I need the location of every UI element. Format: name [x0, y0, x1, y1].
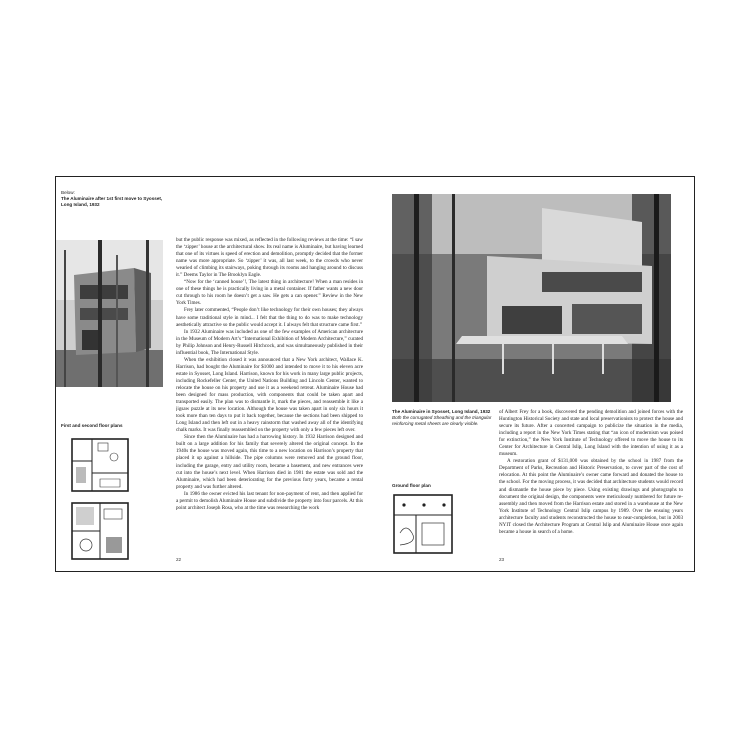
page-number-left: 22 — [176, 557, 182, 562]
house-photo-syosset — [56, 240, 163, 387]
left-body-text — [176, 237, 363, 555]
left-paragraph-1: but the public response was mixed, as reflected in the following reviews at the time: “I saw the ‘zipper’ house at the architectural show. Its real name is Aluminaire, but having learned that one of its virtues is speed of erection and demolition, promptly decided that the former name was more appropriate. So ‘zipper’ it was, all last week, to the crowds who never wearied of climbing its stairways, poking through its rooms and hanging around to discuss it.” Deems Taylor in The Brooklyn Eagle. — [176, 237, 363, 279]
book-spread — [55, 176, 695, 572]
ground-plan-label: Ground floor plan — [392, 483, 431, 488]
house-photo-woods — [392, 194, 671, 402]
caption-right-text: Both the corrugated Sheathing and the triangular reinforcing metal sheets are clearly visible. — [392, 415, 492, 426]
ground-floor-plan — [392, 493, 456, 557]
left-paragraph-6: Since then the Aluminaire has had a harrowing history. In 1932 Harrison designed and built on a large addition for his family that severely altered the original concept. In the 1940s the house was moved again, this time to a new location on Harrison’s property that placed it up against a hillside. The pipe columns were removed and the ground floor, including the garage, entry and utility room, became a basement, and new entrances were cut into the house’s next level. When Harrison died in 1981 the estate was sold and the Aluminaire, which had been deteriorating for the previous forty years, became a rental property and was further altered. — [176, 434, 363, 490]
left-page — [56, 177, 376, 571]
caption-title: The Aluminaire after 1st first move to Syosset, Long Island, 1932 — [61, 196, 163, 207]
photo-caption-top — [61, 190, 171, 208]
caption-below-label: Below: — [61, 190, 75, 195]
left-paragraph-5: When the exhibition closed it was announced that a New York architect, Wallace K. Harrison, had bought the Aluminaire for $1000 and intended to move it to his eleven acre estate in Syosset, Long Island. Harrison, known for his work in many large public projects, including Rockefeller Center, the United Nations Building and Lincoln Center, wanted to relocate the house on his property and use it as a weekend retreat. Aluminaire House had been designed for mass production, with components that could be taken apart and transported easily. The plan was to dismantle it, mark the pieces, and reassemble it like a jigsaw puzzle at its new location. Although the house was taken apart in only six hours it took more than ten days to put it back together, because the sections had been shipped to Long Island and then left out in a heavy rainstorm that washed away all of the identifying chalk marks. It was finally reassembled on the property with only a few pieces left over. — [176, 356, 363, 434]
second-floor-plan — [70, 501, 132, 563]
right-page — [376, 177, 695, 571]
left-paragraph-4: In 1932 Aluminaire was included as one of the few examples of American architecture in the Museum of Modern Art’s “International Exhibition of Modern Architecture,” curated by Philip Johnson and Henry-Russell Hitchcock, and was simultaneously published in their influential book, The International Style. — [176, 328, 363, 356]
left-paragraph-7: In 1986 the owner evicted his last tenant for non-payment of rent, and then applied for a permit to demolish Aluminaire House and subdivide the property into four parcels. At this point architect Joseph Rosa, who at the time was researching the work — [176, 490, 363, 511]
right-paragraph-2: A restoration grant of $131,000 was obtained by the school in 1987 from the Department of Parks, Recreation and Historic Preservation, to cover part of the cost of relocation. At this point the Aluminaire’s owner came forward and donated the house to the school. For the moving process, it was decided that architecture students would record and dismantle the house piece by piece. Using existing drawings and photographs to document the original design, the components were meticulously numbered for future re-assembly and then moved from the Harrison estate and stored in a warehouse at the New York Institute of Technology Central Islip campus by 1989. Over the ensuing years architecture faculty and students reconstructed the house to near-completion, but in 2003 NYIT closed the Architecture Program at Central Islip and Aluminaire House once again became a house in search of a home. — [499, 458, 683, 535]
first-floor-plan — [70, 433, 132, 495]
left-paragraph-2: “Now for the ‘canned house’!, The latest thing in architecture! When a man resides in one of these things he is practically living in a metal container. If father wants a new door cut through to his room he doesn’t get a saw. He gets a can opener.” Review in the New York Times. — [176, 279, 363, 307]
caption-right-title: The Aluminaire in Syosset, Long Island, 1932 — [392, 409, 491, 414]
plans-label: First and second floor plans — [61, 423, 123, 428]
photo-caption-right — [392, 409, 492, 427]
left-paragraph-3: Frey later commented, “People don’t like technology for their own houses; they always have some traditional style in mind... I felt that the thing to do was to make technology aesthetically attractive so the public would accept it. I always felt that structure came first.” — [176, 307, 363, 328]
right-paragraph-1: of Albert Frey for a book, discovered the pending demolition and joined forces with the Huntington Historical Society and state and local preservationists to protect the house and secure its future. After a concerted campaign to publicize the situation in the media, including a report in the New York Times stating that “an icon of modernism was poised for extinction,” the New York Institute of Technology offered to move the house to its Center for Architecture in Central Islip, Long Island with the intention of using it as a museum. — [499, 409, 683, 458]
page-number-right: 23 — [499, 557, 505, 562]
right-body-text — [499, 409, 683, 555]
